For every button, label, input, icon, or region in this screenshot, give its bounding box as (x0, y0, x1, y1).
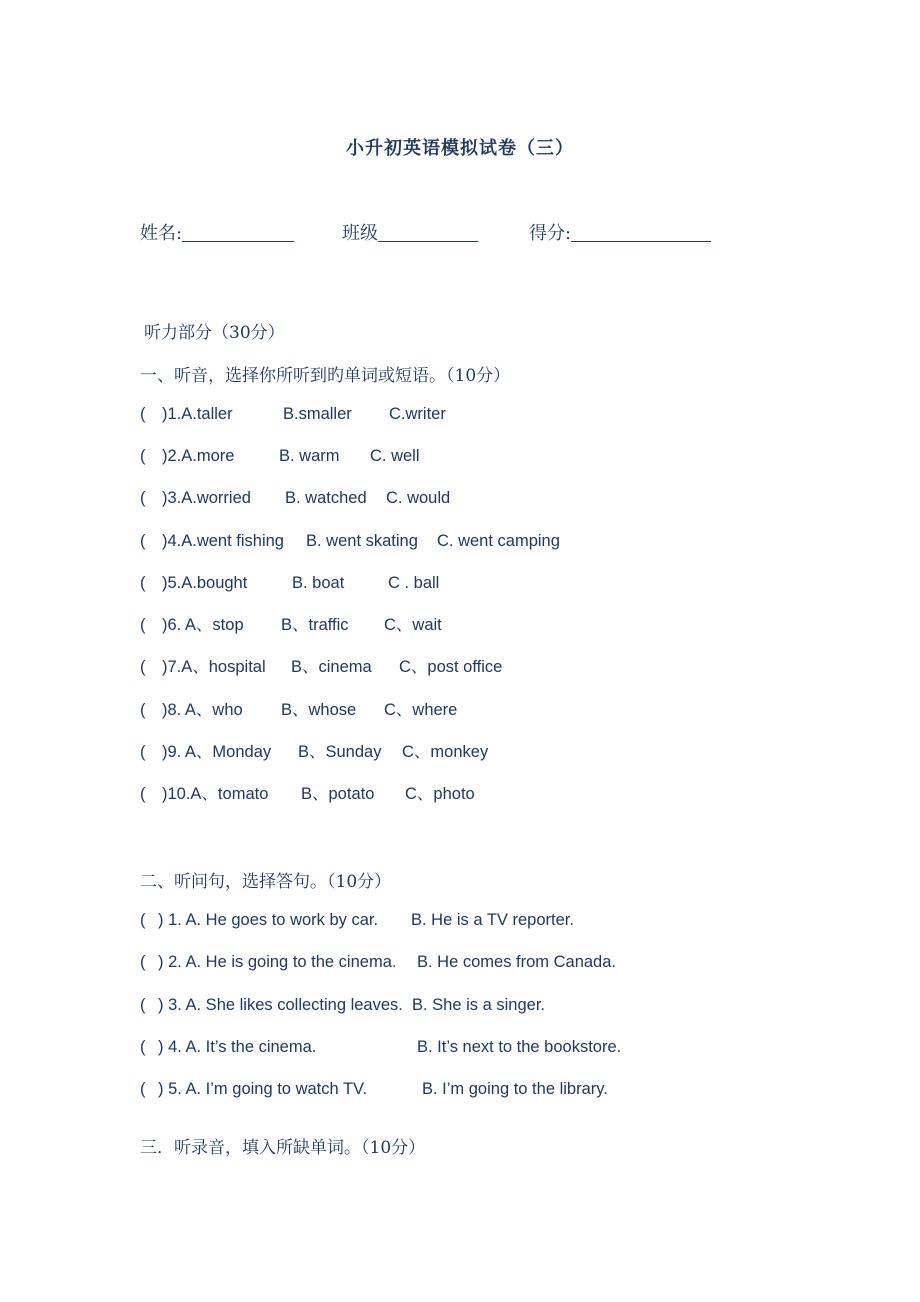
option-a: ) 4. A. It’s the cinema. (158, 1038, 317, 1056)
answer-paren: ( (140, 447, 146, 465)
option-b: B. boat (292, 574, 345, 592)
option-a: )2.A.more (162, 447, 235, 465)
answer-paren: ( (140, 911, 146, 929)
class-blank (378, 223, 478, 242)
option-b: B. He is a TV reporter. (411, 911, 574, 929)
answer-paren: ( (140, 1038, 146, 1056)
option-b: B、whose (281, 701, 357, 719)
name-label: 姓名: (140, 223, 183, 244)
score-field (529, 219, 711, 245)
option-b: B. He comes from Canada. (417, 953, 616, 971)
option-a: )9. A、Monday (162, 743, 272, 761)
option-a: )4.A.went fishing (162, 532, 284, 550)
score-blank (571, 223, 711, 242)
option-a: ) 3. A. She likes collecting leaves. (158, 996, 403, 1014)
option-c: C、wait (384, 616, 442, 634)
answer-paren: ( (140, 574, 146, 592)
option-b: B. watched (285, 489, 367, 507)
option-a: )6. A、stop (162, 616, 244, 634)
option-b: B. She is a singer. (412, 996, 545, 1014)
option-b: B. went skating (306, 532, 418, 550)
answer-paren: ( (140, 405, 146, 423)
answer-paren: ( (140, 1080, 146, 1098)
section1-heading: 一、听音，选择你所听到旳单词或短语。（10分） (140, 366, 511, 386)
option-c: C、post office (399, 658, 503, 676)
answer-paren: ( (140, 743, 146, 761)
answer-paren: ( (140, 489, 146, 507)
answer-paren: ( (140, 616, 146, 634)
option-a: )8. A、who (162, 701, 243, 719)
option-a: ) 1. A. He goes to work by car. (158, 911, 379, 929)
section2-heading: 二、听问句，选择答句。（10分） (140, 872, 392, 892)
answer-paren: ( (140, 785, 146, 803)
option-b: B、potato (301, 785, 375, 803)
option-b: B. warm (279, 447, 340, 465)
answer-paren: ( (140, 658, 146, 676)
class-label: 班级 (342, 223, 378, 244)
option-c: C、where (384, 701, 458, 719)
option-c: C.writer (389, 405, 446, 423)
page-title: 小升初英语模拟试卷（三） (346, 138, 574, 159)
answer-paren: ( (140, 532, 146, 550)
option-c: C . ball (388, 574, 440, 592)
option-c: C. well (370, 447, 420, 465)
option-a: )7.A、hospital (162, 658, 266, 676)
option-b: B、cinema (291, 658, 372, 676)
option-c: C. would (386, 489, 451, 507)
option-b: B、Sunday (298, 743, 382, 761)
option-c: C、photo (405, 785, 475, 803)
option-b: B、traffic (281, 616, 349, 634)
option-b: B. I’m going to the library. (422, 1080, 608, 1098)
option-c: C. went camping (437, 532, 560, 550)
answer-paren: ( (140, 996, 146, 1014)
option-b: B.smaller (283, 405, 352, 423)
name-blank (182, 223, 294, 242)
name-field (140, 219, 294, 245)
score-label: 得分: (529, 223, 572, 244)
option-c: C、monkey (402, 743, 489, 761)
answer-paren: ( (140, 701, 146, 719)
option-a: )5.A.bought (162, 574, 248, 592)
option-a: )10.A、tomato (162, 785, 269, 803)
option-a: ) 2. A. He is going to the cinema. (158, 953, 397, 971)
option-b: B. It’s next to the bookstore. (417, 1038, 622, 1056)
option-a: ) 5. A. I’m going to watch TV. (158, 1080, 368, 1098)
answer-paren: ( (140, 953, 146, 971)
listening-heading: 听力部分（30分） (144, 323, 285, 343)
section3-heading: 三．听录音，填入所缺单词。（10分） (140, 1138, 426, 1158)
option-a: )1.A.taller (162, 405, 233, 423)
class-field (342, 219, 478, 245)
option-a: )3.A.worried (162, 489, 251, 507)
